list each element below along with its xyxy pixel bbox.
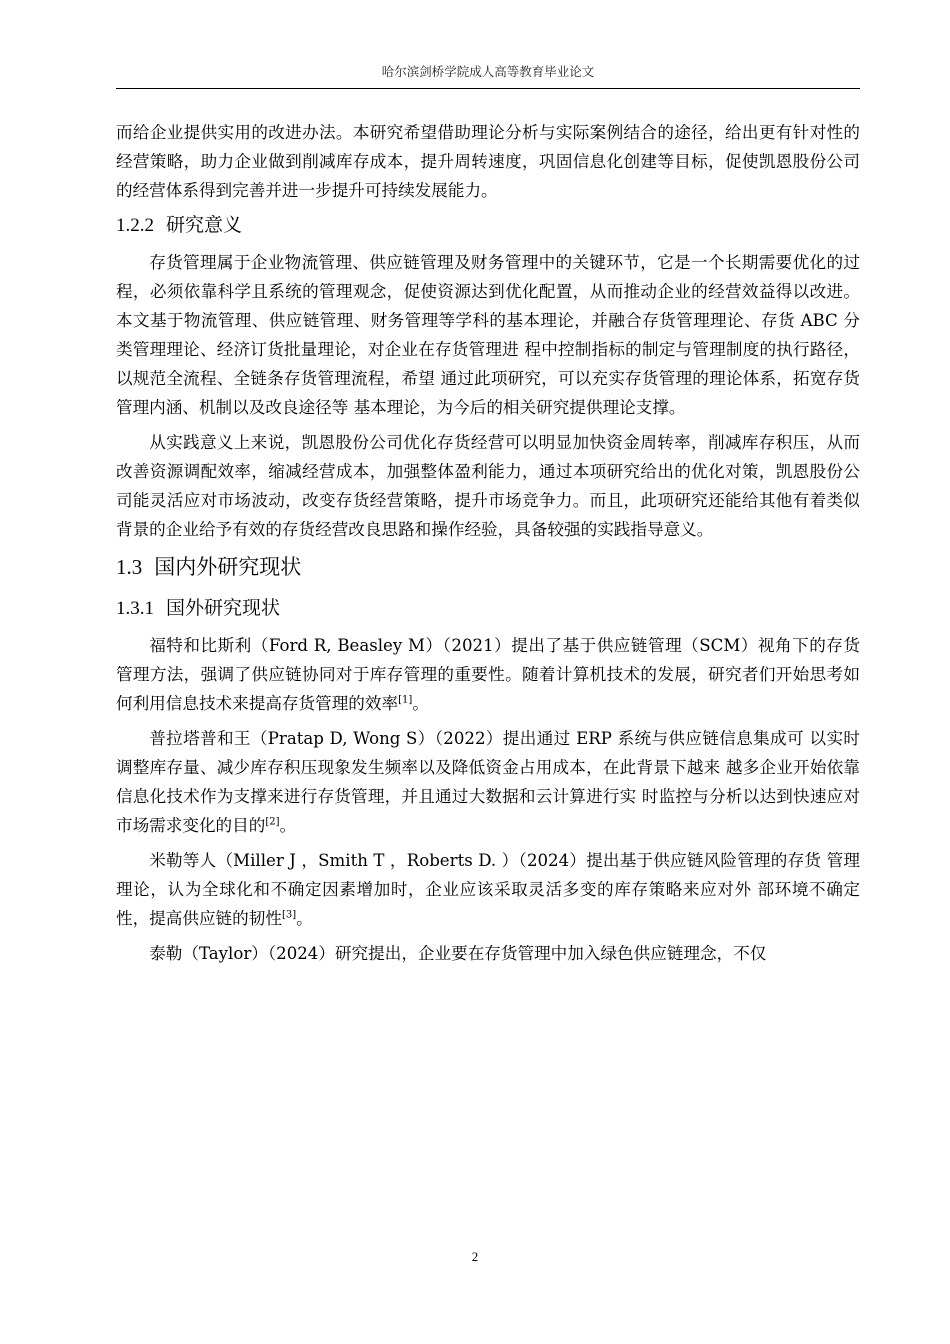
- page-body: [116, 118, 860, 974]
- paragraph-ford-beasley: [116, 631, 860, 718]
- citation-ref: [3]: [281, 909, 297, 921]
- page-number: 2: [471, 1249, 479, 1264]
- paragraph-taylor: 泰勒（Taylor）（2024）研究提出，企业要在存货管理中加入绿色供应链理念，不仅: [149, 944, 767, 963]
- running-header: 哈尔滨剑桥学院成人高等教育毕业论文: [381, 64, 595, 79]
- section-heading-1-3-1: [116, 592, 860, 625]
- section-number: 1.3: [116, 555, 143, 579]
- paragraph-text: 普拉塔普和王（Pratap D, Wong S）（2022）提出通过 ERP 系统与供应链信息集成可 以实时调整库存量、减少库存积压现象发生频率以及降低资金占用成本，在此背景下越来 越多企业开始依靠信息化技术作为支撑来进行存货管理，并且通过大数据和云计算进行实 时监控与分析以达到快速应对市场需求变化的目的: [116, 729, 860, 835]
- paragraph-text: 福特和比斯利（Ford R, Beasley M）（2021）提出了基于供应链管理（SCM）视角下的存货管理方法，强调了供应链协同对于库存管理的重要性。随着计算机技术的发展，研究者们开始思考如何利用信息技术来提高存货管理的效率: [116, 636, 860, 713]
- section-number: 1.3.1: [116, 598, 154, 619]
- section-title: 国内外研究现状: [154, 555, 302, 579]
- paragraph-end: 。: [279, 816, 297, 835]
- section-title: 研究意义: [166, 214, 243, 236]
- paragraph-text: 米勒等人（Miller J ，Smith T ，Roberts D. ）（2024）提出基于供应链风险管理的存货 管理理论，认为全球化和不确定因素增加时，企业应该采取灵活多变的库存策略来应对外 部环境不确定性，提高供应链的韧性: [116, 851, 860, 928]
- section-title: 国外研究现状: [166, 597, 281, 619]
- paragraph-research-significance-theory: 存货管理属于企业物流管理、供应链管理及财务管理中的关键环节，它是一个长期需要优化的过程，必须依靠科学且系统的管理观念，促使资源达到优化配置，从而推动企业的经营效益得以改进。本文基于物流管理、供应链管理、财务管理等学科的基本理论，并融合存货管理理论、存货 ABC 分类管理理论、经济订货批量理论，对企业在存货管理进 程中控制指标的制定与管理制度的执行路径，以规范全流程、全链条存货管理流程，希望 通过此项研究，可以充实存货管理的理论体系，拓宽存货管理内涵、机制以及改良途径等 基本理论，为今后的相关研究提供理论支撑。: [116, 253, 860, 417]
- citation-ref: [2]: [265, 816, 280, 828]
- section-number: 1.2.2: [116, 215, 154, 236]
- paragraph-pratap-wong: [116, 724, 860, 840]
- paragraph-research-significance-practice: 从实践意义上来说，凯恩股份公司优化存货经营可以明显加快资金周转率，削减库存积压，从而改善资源调配效率，缩减经营成本，加强整体盈利能力，通过本项研究给出的优化对策，凯恩股份公司能灵活应对市场波动，改变存货经营策略，提升市场竞争力。而且，此项研究还能给其他有着类似背景的企业给予有效的存货经营改良思路和操作经验，具备较强的实践指导意义。: [116, 433, 860, 539]
- header-rule: [116, 88, 860, 89]
- paragraph-miller: [116, 846, 860, 933]
- citation-ref: [1]: [398, 694, 413, 706]
- section-heading-1-2-2: [116, 209, 860, 242]
- paragraph-end: 。: [296, 909, 313, 928]
- paragraph-end: 。: [412, 694, 429, 713]
- section-heading-1-3: [116, 550, 860, 584]
- paragraph-continuation: 而给企业提供实用的改进办法。本研究希望借助理论分析与实际案例结合的途径，给出更有针对性的经营策略，助力企业做到削减库存成本，提升周转速度，巩固信息化创建等目标，促使凯恩股份公司的经营体系得到完善并进一步提升可持续发展能力。: [116, 123, 860, 200]
